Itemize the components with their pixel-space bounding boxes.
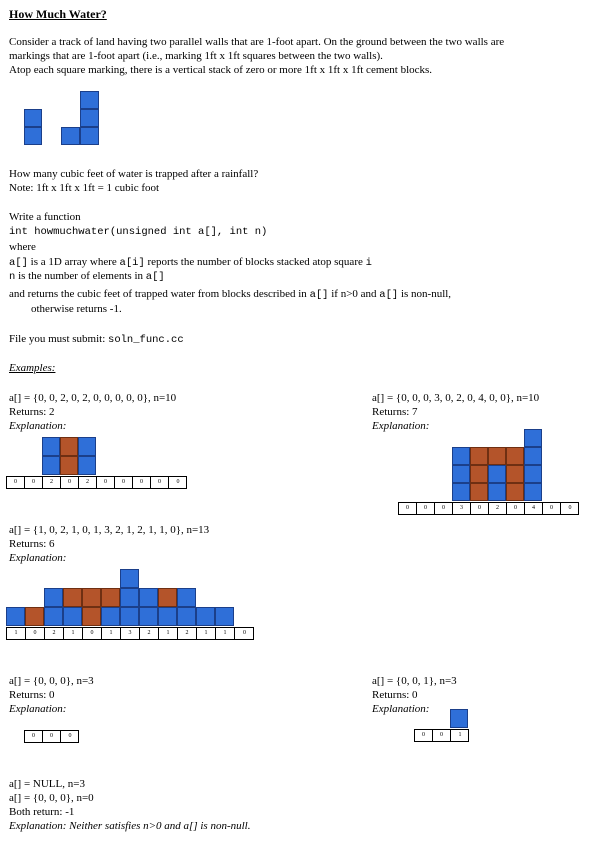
final-line-2: a[] = {0, 0, 0}, n=0 [9,792,94,804]
code-n: n [9,271,16,283]
water-cell [25,607,44,626]
question-line-2: Note: 1ft x 1ft x 1ft = 1 cubic foot [9,182,160,194]
index-cell: 1 [458,732,462,738]
index-cell: 0 [115,477,133,488]
ret-text-2: if n>0 and [328,288,380,300]
water-cell [60,437,78,456]
ex5-diagram [414,709,469,742]
block [63,607,82,626]
param-a-desc [9,256,372,269]
code-i: i [365,257,372,269]
intro-line-3: Atop each square marking, there is a vertical stack of zero or more 1ft x 1ft x 1ft cement blocks. [9,64,433,76]
ex3-diagram [6,569,254,640]
block [42,456,60,475]
index-strip [398,502,579,515]
block [42,437,60,456]
block [524,429,542,447]
code-a: a[] [9,257,28,269]
ex1-array: a[] = {0, 0, 2, 0, 2, 0, 0, 0, 0, 0}, n=10 [9,392,177,404]
index-cell: 0 [97,477,115,488]
examples-heading: Examples: [9,362,56,374]
index-cell: 3 [453,503,471,514]
index-cell: 0 [176,479,180,485]
function-intro: Write a function [9,211,81,223]
water-cell [488,447,506,465]
block [80,91,99,109]
water-cell [470,447,488,465]
water-cell [82,607,101,626]
ex4-explanation: Explanation: [9,703,67,715]
block [488,483,506,501]
block [177,607,196,626]
block [196,607,215,626]
final-line-3: Both return: -1 [9,806,75,818]
block [44,588,63,607]
ex1-explanation: Explanation: [9,420,67,432]
index-cell: 1 [64,628,83,639]
function-signature: int howmuchwater(unsigned int a[], int n) [9,226,268,238]
intro-line-2: markings that are 1-foot apart (i.e., marking 1ft x 1ft squares between the two walls). [9,50,383,62]
index-cell: 2 [43,477,61,488]
ret-code-2: a[] [379,289,399,301]
index-cell: 0 [435,503,453,514]
index-cell: 0 [433,730,451,741]
param-n-desc [9,270,165,283]
index-cell: 0 [61,477,79,488]
page-title: How Much Water? [9,7,107,21]
block [44,607,63,626]
block [101,607,120,626]
index-cell: 1 [102,628,121,639]
water-cell [506,483,524,501]
index-cell: 2 [489,503,507,514]
index-cell: 0 [43,731,61,742]
index-cell: 0 [399,503,417,514]
ex2-returns: Returns: 7 [372,406,418,418]
block [6,607,25,626]
code-a2: a[] [145,271,165,283]
index-cell: 2 [178,628,197,639]
block [452,483,470,501]
block [78,456,96,475]
index-strip [6,627,254,640]
water-cell [470,465,488,483]
index-cell: 1 [159,628,178,639]
water-cell [82,588,101,607]
final-line-4: Explanation: Neither satisfies n>0 and a[] is non-null. [9,820,251,832]
water-cell [506,465,524,483]
text-a-2: reports the number of blocks stacked atop square [144,256,366,268]
block [61,127,80,145]
water-cell [60,456,78,475]
block [177,588,196,607]
submit-line [9,333,184,346]
ex5-explanation: Explanation: [372,703,430,715]
block [120,607,139,626]
ex5-array: a[] = {0, 0, 1}, n=3 [372,675,457,687]
block [524,483,542,501]
intro-line-1: Consider a track of land having two parallel walls that are 1-foot apart. On the ground between the two walls are [9,36,505,48]
index-strip [6,476,187,489]
intro-diagram [24,91,100,145]
ex2-array: a[] = {0, 0, 0, 3, 0, 2, 0, 4, 0, 0}, n=10 [372,392,540,404]
block [524,447,542,465]
where-label: where [9,241,36,253]
index-cell: 0 [26,628,45,639]
ret-text-1: and returns the cubic feet of trapped water from blocks described in [9,288,310,300]
index-cell: 0 [25,477,43,488]
index-cell: 3 [121,628,140,639]
block [80,127,99,145]
block [24,109,42,127]
index-cell: 0 [471,503,489,514]
water-cell [506,447,524,465]
index-cell: 0 [417,503,435,514]
ex3-returns: Returns: 6 [9,538,55,550]
index-cell: 2 [45,628,64,639]
ex3-array: a[] = {1, 0, 2, 1, 0, 1, 3, 2, 1, 2, 1, 1, 0}, n=13 [9,524,210,536]
ret-text-3: is non-null, [398,288,452,300]
block [120,569,139,588]
submit-label: File you must submit: [9,333,109,345]
index-cell: 0 [7,477,25,488]
index-cell: 1 [197,628,216,639]
water-cell [158,588,177,607]
index-cell: 0 [507,503,525,514]
block [524,465,542,483]
index-cell: 0 [568,505,572,511]
index-cell: 0 [83,628,102,639]
ex3-explanation: Explanation: [9,552,67,564]
ex2-diagram [398,429,579,515]
index-cell: 0 [243,630,246,636]
block [80,109,99,127]
text-a-1: is a 1D array where [27,256,120,268]
ex4-diagram [24,729,79,743]
ex4-returns: Returns: 0 [9,689,55,701]
index-cell: 4 [525,503,543,514]
index-cell: 2 [140,628,159,639]
block [78,437,96,456]
code-ai: a[i] [119,257,145,269]
ret-code-1: a[] [309,289,329,301]
block [139,607,158,626]
ex1-diagram [6,437,187,489]
index-cell: 0 [415,730,433,741]
index-cell: 1 [216,628,235,639]
ex5-returns: Returns: 0 [372,689,418,701]
index-cell: 0 [543,503,561,514]
block [488,465,506,483]
question-line-1: How many cubic feet of water is trapped after a rainfall? [9,168,259,180]
index-cell: 1 [7,628,26,639]
returns-desc [9,288,451,301]
index-cell: 2 [79,477,97,488]
block [450,709,468,728]
block [452,447,470,465]
ex1-returns: Returns: 2 [9,406,55,418]
water-cell [470,483,488,501]
block [158,607,177,626]
index-cell: 0 [133,477,151,488]
returns-desc-2: otherwise returns -1. [31,303,122,315]
block [24,127,42,145]
block [452,465,470,483]
index-cell: 0 [25,731,43,742]
text-n-1: is the number of elements in [15,270,146,282]
final-line-1: a[] = NULL, n=3 [9,778,85,790]
block [120,588,139,607]
water-cell [63,588,82,607]
block [139,588,158,607]
index-cell: 0 [151,477,169,488]
index-strip [24,730,79,743]
index-cell: 0 [68,733,72,739]
index-strip [414,729,469,742]
water-cell [101,588,120,607]
block [215,607,234,626]
submit-file: soln_func.cc [108,334,184,346]
ex2-explanation: Explanation: [372,420,430,432]
ex4-array: a[] = {0, 0, 0}, n=3 [9,675,94,687]
